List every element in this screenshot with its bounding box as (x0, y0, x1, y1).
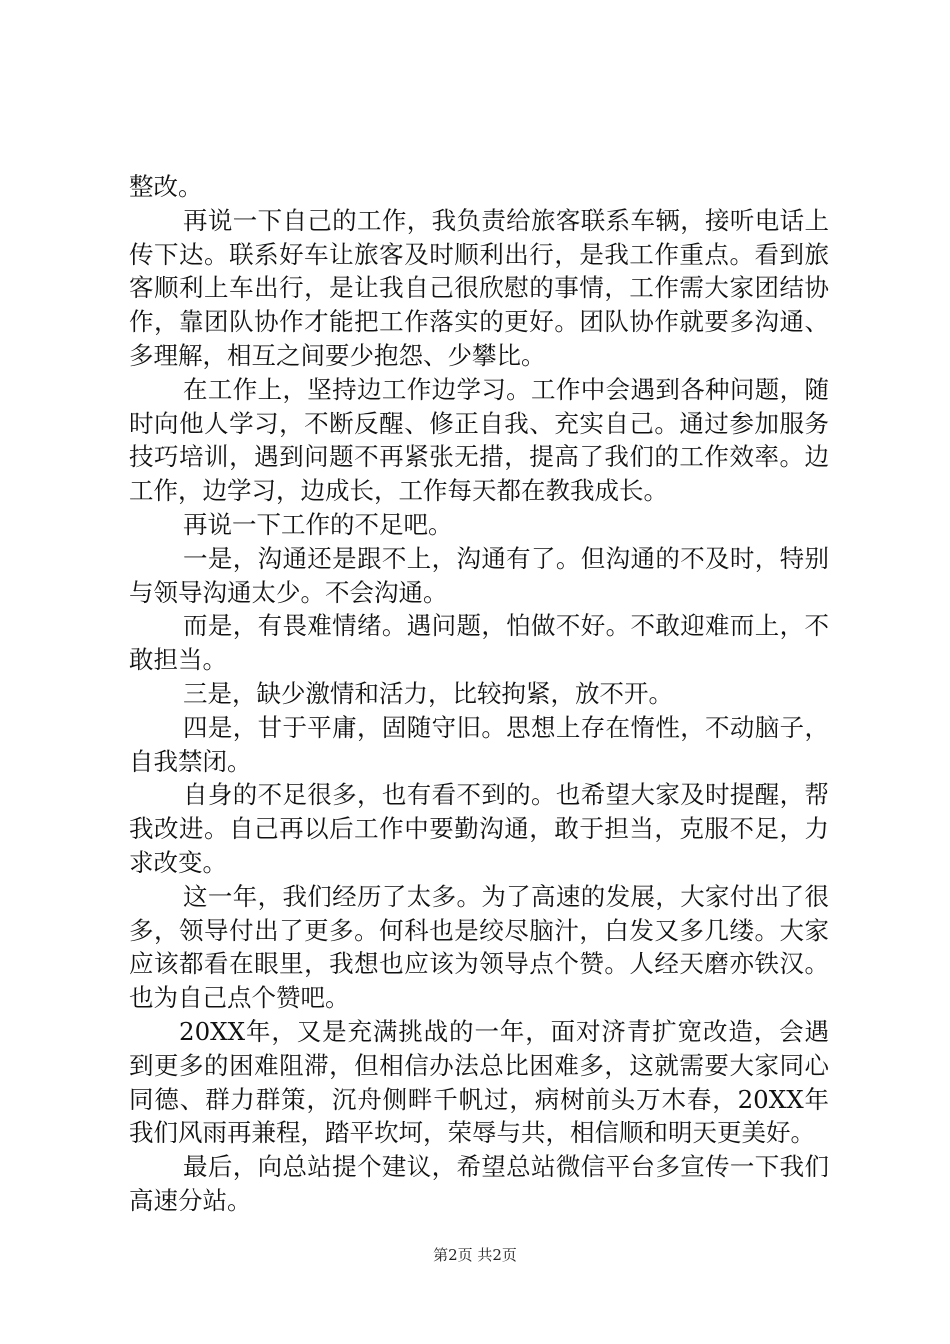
paragraph-self-improvement: 自身的不足很多，也有看不到的。也希望大家及时提醒，帮我改进。自己再以后工作中要勤沟通，敢于担当，克服不足，力求改变。 (129, 780, 829, 877)
paragraph-learning: 在工作上，坚持边工作边学习。工作中会遇到各种问题，随时向他人学习，不断反醒、修正自我、充实自己。通过参加服务技巧培训，遇到问题不再紧张无措，提高了我们的工作效率。边工作，边学习，边成长，工作每天都在教我成长。 (129, 374, 829, 506)
body-text (129, 170, 829, 1218)
page-number-footer: 第2页 共2页 (433, 1246, 517, 1264)
paragraph-shortcoming-1: 一是，沟通还是跟不上，沟通有了。但沟通的不及时，特别与领导沟通太少。不会沟通。 (129, 543, 829, 607)
paragraph-shortcomings-intro: 再说一下工作的不足吧。 (183, 509, 453, 539)
paragraph-year-review: 这一年，我们经历了太多。为了高速的发展，大家付出了很多，领导付出了更多。何科也是绞尽脑汁，白发又多几缕。大家应该都看在眼里，我想也应该为领导点个赞。人经天磨亦铁汉。也为自己点个赞吧。 (129, 881, 829, 1013)
paragraph-shortcoming-4: 四是，甘于平庸，固随守旧。思想上存在惰性，不动脑子，自我禁闭。 (129, 712, 829, 776)
paragraph-outlook: 20XX年，又是充满挑战的一年，面对济青扩宽改造，会遇到更多的困难阻滞，但相信办法总比困难多，这就需要大家同心同德、群力群策，沉舟侧畔千帆过，病树前头万木春，20XX年我们风雨再兼程，踏平坎坷，荣辱与共，相信顺和明天更美好。 (129, 1016, 829, 1148)
paragraph-shortcoming-3: 三是，缺少激情和活力，比较拘紧，放不开。 (183, 678, 673, 708)
paragraph-shortcoming-2: 而是，有畏难情绪。遇问题，怕做不好。不敢迎难而上，不敢担当。 (129, 611, 829, 675)
paragraph-continuation: 整改。 (129, 172, 203, 201)
paragraph-own-work: 再说一下自己的工作，我负责给旅客联系车辆，接听电话上传下达。联系好车让旅客及时顺利出行，是我工作重点。看到旅客顺利上车出行，是让我自己很欣慰的事情，工作需大家团结协作，靠团队协作才能把工作落实的更好。团队协作就要多沟通、多理解，相互之间要少抱怨、少攀比。 (129, 205, 829, 370)
paragraph-suggestion: 最后，向总站提个建议，希望总站微信平台多宣传一下我们高速分站。 (129, 1152, 829, 1215)
